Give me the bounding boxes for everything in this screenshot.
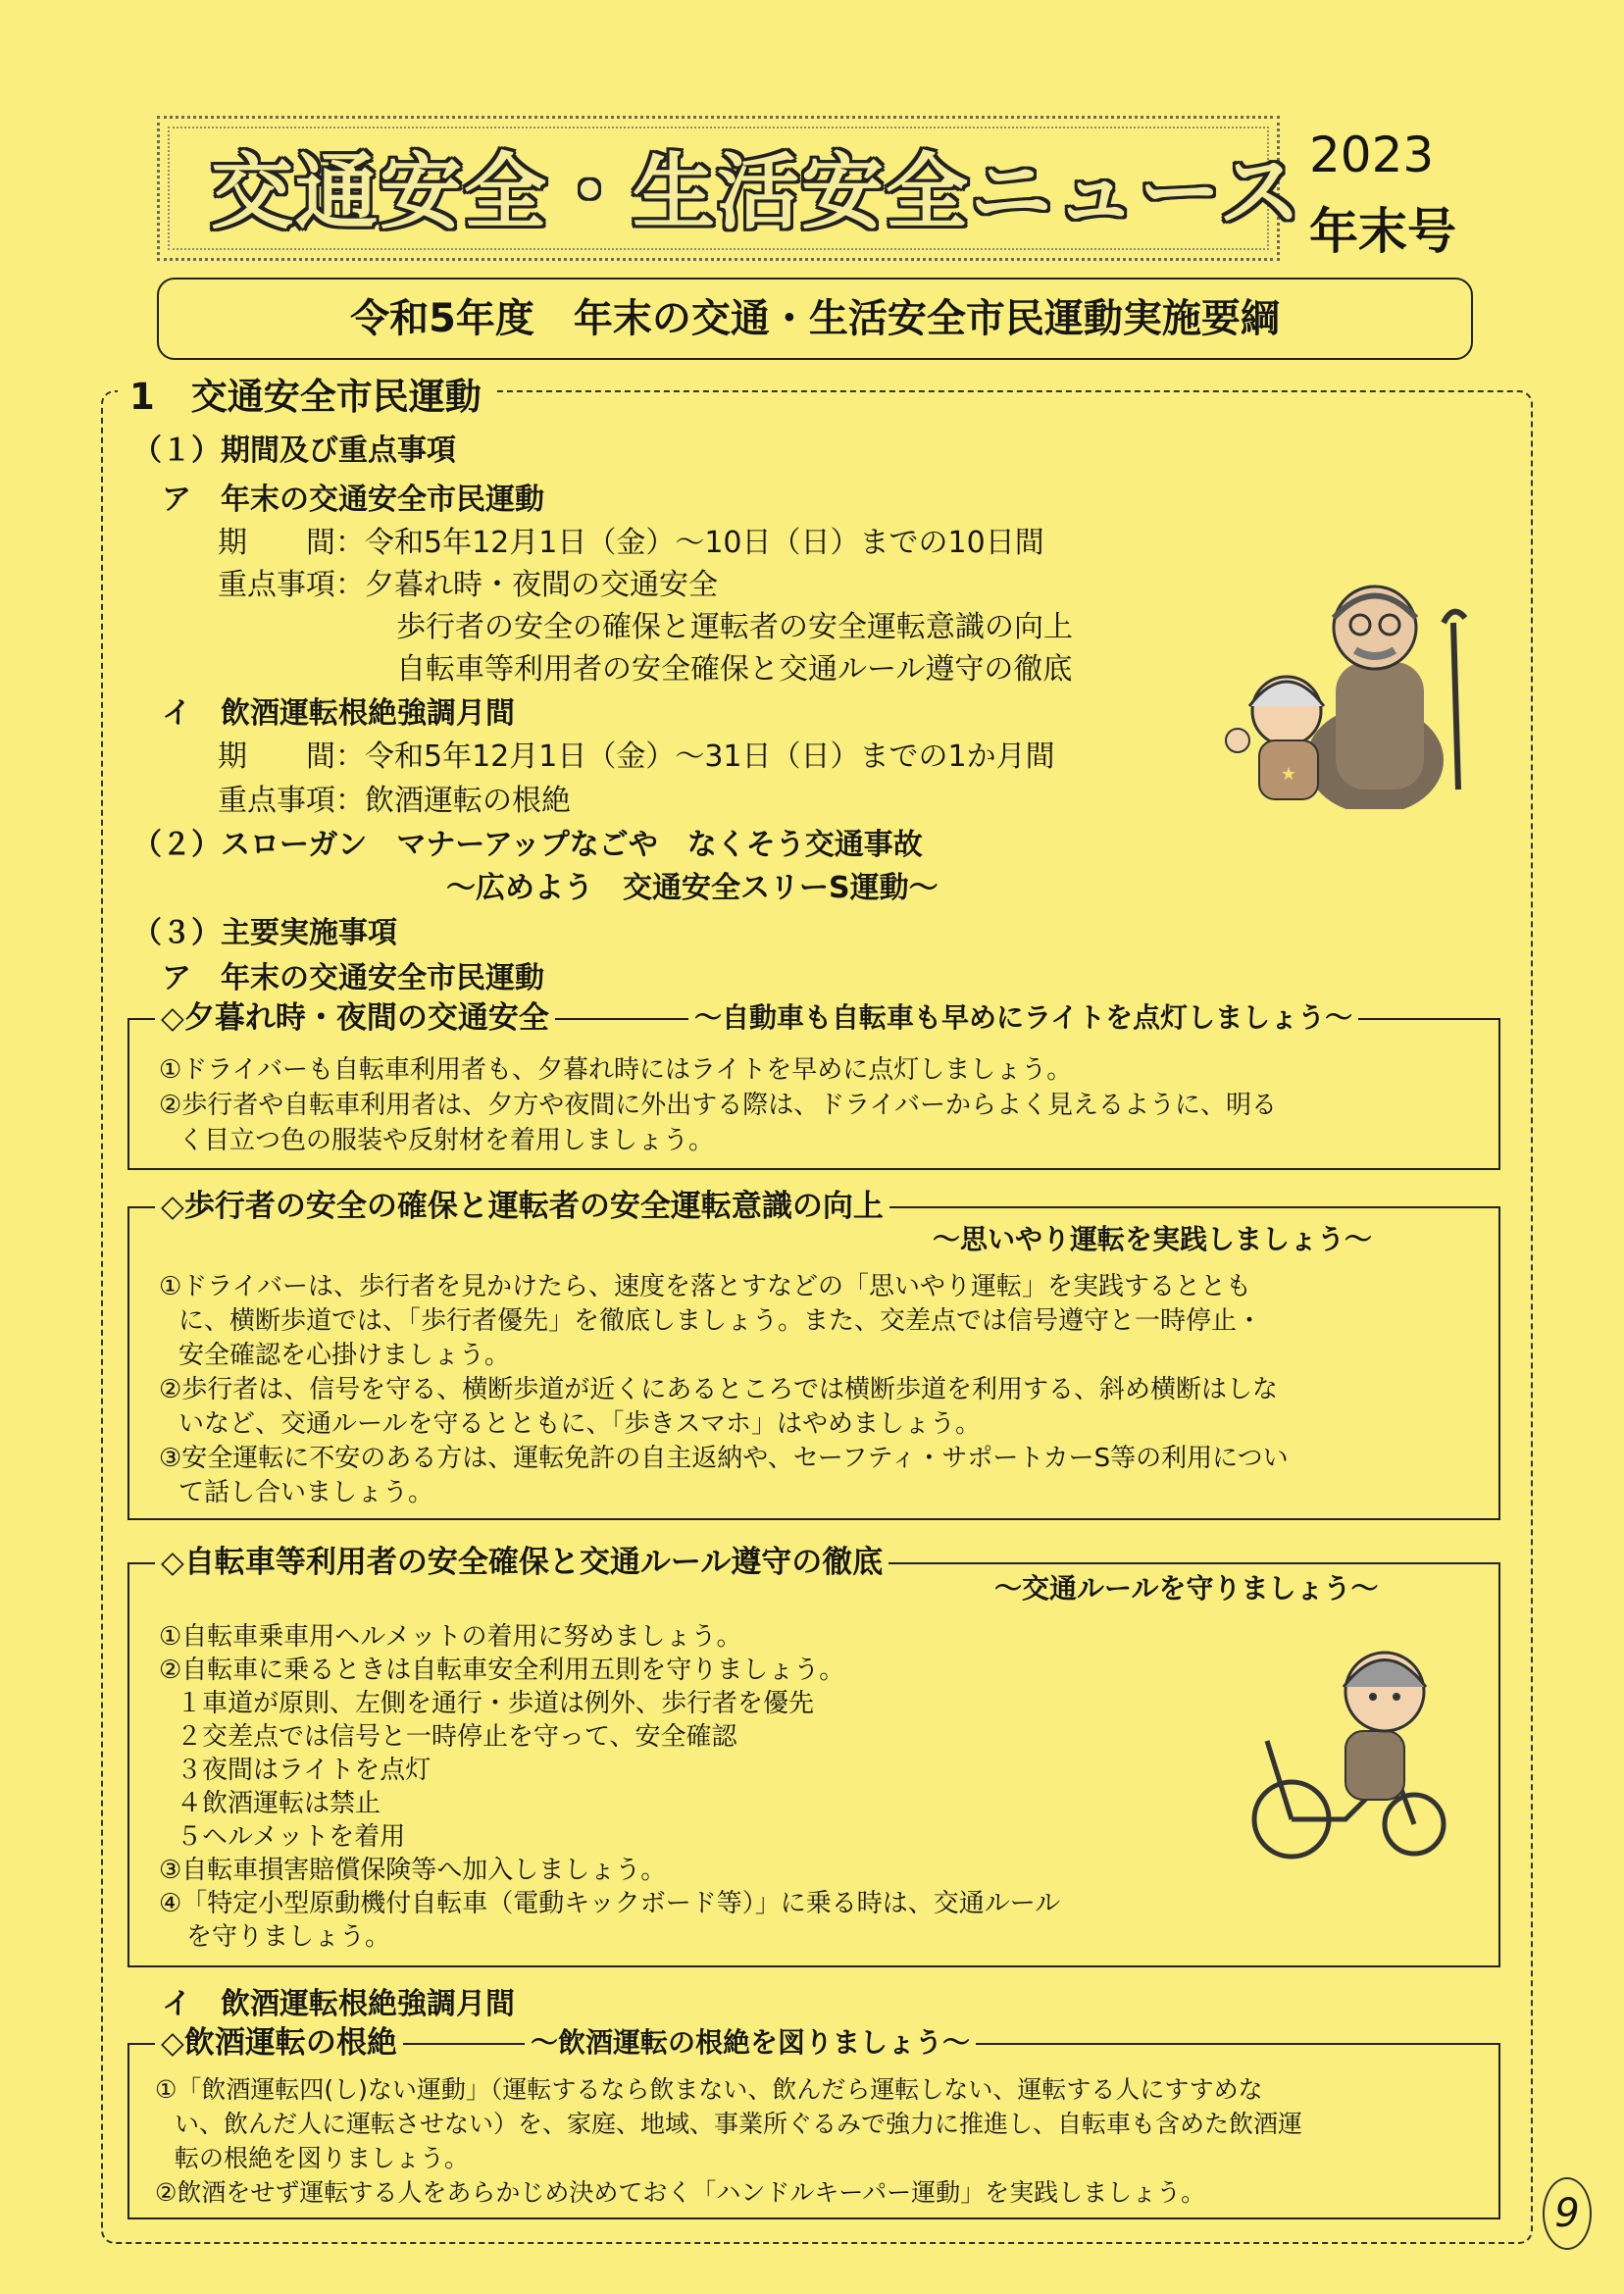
- period-line-i: 期 間：令和5年12月1日（金）～31日（日）までの1か月間: [218, 739, 1055, 774]
- pedestrian-line-2: に、横断歩道では、「歩行者優先」を徹底しましょう。また、交差点では信号遵守と一時停止・: [178, 1306, 1263, 1336]
- drunk-driving-subtitle: ～飲酒運転の根絶を図りましょう～: [525, 2023, 976, 2063]
- elder-and-child-illustration: [1208, 564, 1502, 809]
- pedestrian-safety-title: ◇歩行者の安全の確保と運転者の安全運転意識の向上: [155, 1187, 889, 1226]
- bicycle-line-2: ②自転車に乗るときは自転車安全利用五則を守りましょう。: [159, 1656, 845, 1685]
- page-number: 9: [1543, 2177, 1592, 2250]
- bicycle-safety-subtitle: ～交通ルールを守りましょう～: [989, 1569, 1384, 1608]
- pedestrian-line-7: て話し合いましょう。: [178, 1478, 434, 1507]
- svg-text:★: ★: [1280, 764, 1297, 785]
- pedestrian-safety-subtitle: ～思いやり運転を実践しましょう～: [927, 1220, 1378, 1259]
- pedestrian-line-4: ②歩行者は、信号を守る、横断歩道が近くにあるところでは横断歩道を利用する、斜め横断はしな: [159, 1375, 1279, 1404]
- bicycle-line-4: ④「特定小型原動機付自転車（電動キックボード等）」に乗る時は、交通ルール: [159, 1889, 1061, 1918]
- bicycle-rule-5: ５ヘルメットを着用: [177, 1822, 406, 1852]
- dusk-line-1: ①ドライバーも自転車利用者も、夕暮れ時にはライトを早めに点灯しましょう。: [159, 1055, 1073, 1085]
- issue-year: 2023: [1309, 127, 1435, 183]
- drunk-line-4: ②飲酒をせず運転する人をあらかじめ決めておく「ハンドルキーパー運動」を実践しましょう。: [155, 2178, 1206, 2207]
- bicycle-rule-3: ３夜間はライトを点灯: [177, 1756, 431, 1785]
- issue-name: 年末号: [1309, 203, 1456, 260]
- pedestrian-line-1: ①ドライバーは、歩行者を見かけたら、速度を落とすなどの「思いやり運転」を実践するととも: [159, 1272, 1252, 1301]
- newsletter-title: 交通安全・生活安全ニュース: [211, 144, 1303, 240]
- focus-line-i: 重点事項：飲酒運転の根絶: [218, 784, 571, 818]
- drunk-line-3: 転の根絶を図りましょう。: [175, 2144, 470, 2172]
- focus-line-a1: 重点事項：夕暮れ時・夜間の交通安全: [218, 568, 718, 602]
- sub-heading-i: イ 飲酒運転根絶強調月間: [162, 696, 515, 731]
- sub-heading-a: ア 年末の交通安全市民運動: [162, 483, 544, 517]
- pedestrian-line-5: いなど、交通ルールを守るとともに、「歩きスマホ」はやめましょう。: [178, 1409, 981, 1439]
- focus-line-a2: 歩行者の安全の確保と運転者の安全運転意識の向上: [396, 610, 1073, 644]
- pedestrian-line-3: 安全確認を心掛けましょう。: [178, 1341, 511, 1370]
- drunk-driving-title: ◇飲酒運転の根絶: [155, 2023, 403, 2063]
- bicycle-line-5: を守りましょう。: [186, 1922, 391, 1952]
- focus-line-a3: 自転車等利用者の安全確保と交通ルール遵守の徹底: [396, 652, 1073, 687]
- dusk-line-3: く目立つ色の服装や反射材を着用しましょう。: [178, 1126, 715, 1155]
- drunk-line-1: ①「飲酒運転四(し)ない運動」（運転するなら飲まない、飲んだら運転しない、運転する人にすすめな: [155, 2075, 1263, 2104]
- drunk-line-2: い、飲んだ人に運転させない）を、家庭、地域、事業所ぐるみで強力に推進し、自転車も含めた飲酒運: [175, 2110, 1303, 2138]
- bicycle-line-3: ③自転車損害賠償保険等へ加入しましょう。: [159, 1856, 667, 1885]
- dusk-line-2: ②歩行者や自転車利用者は、夕方や夜間に外出する際は、ドライバーからよく見えるように、明る: [159, 1091, 1278, 1120]
- subtitle: 令和5年度 年末の交通・生活安全市民運動実施要綱: [350, 296, 1280, 341]
- period-line-a: 期 間：令和5年12月1日（金）～10日（日）までの10日間: [218, 526, 1044, 560]
- bicycle-rule-4: ４飲酒運転は禁止: [177, 1789, 381, 1818]
- child-cyclist-illustration: [1247, 1623, 1473, 1868]
- slogan-line-1: （２）スローガン マナーアップなごや なくそう交通事故: [132, 828, 923, 862]
- dusk-safety-title: ◇夕暮れ時・夜間の交通安全: [155, 998, 555, 1038]
- main-i-heading: イ 飲酒運転根絶強調月間: [162, 1987, 515, 2021]
- bicycle-rule-2: ２交差点では信号と一時停止を守って、安全確認: [177, 1722, 737, 1752]
- pedestrian-line-6: ③安全運転に不安のある方は、運転免許の自主返納や、セーフティ・サポートカーS等の利用につい: [159, 1444, 1289, 1473]
- dusk-safety-subtitle: ～自動車も自転車も早めにライトを点灯しましょう～: [688, 998, 1358, 1038]
- main-heading: （３）主要実施事項: [132, 916, 397, 950]
- section-title: 1 交通安全市民運動: [118, 371, 493, 424]
- slogan-line-2: ～広めよう 交通安全スリーS運動～: [446, 871, 939, 905]
- bicycle-safety-title: ◇自転車等利用者の安全確保と交通ルール遵守の徹底: [155, 1543, 888, 1582]
- period-heading: （１）期間及び重点事項: [132, 433, 456, 468]
- bicycle-line-1: ①自転車乗車用ヘルメットの着用に努めましょう。: [159, 1622, 742, 1652]
- main-a-heading: ア 年末の交通安全市民運動: [162, 961, 544, 995]
- bicycle-rule-1: １車道が原則、左側を通行・歩道は例外、歩行者を優先: [177, 1689, 815, 1718]
